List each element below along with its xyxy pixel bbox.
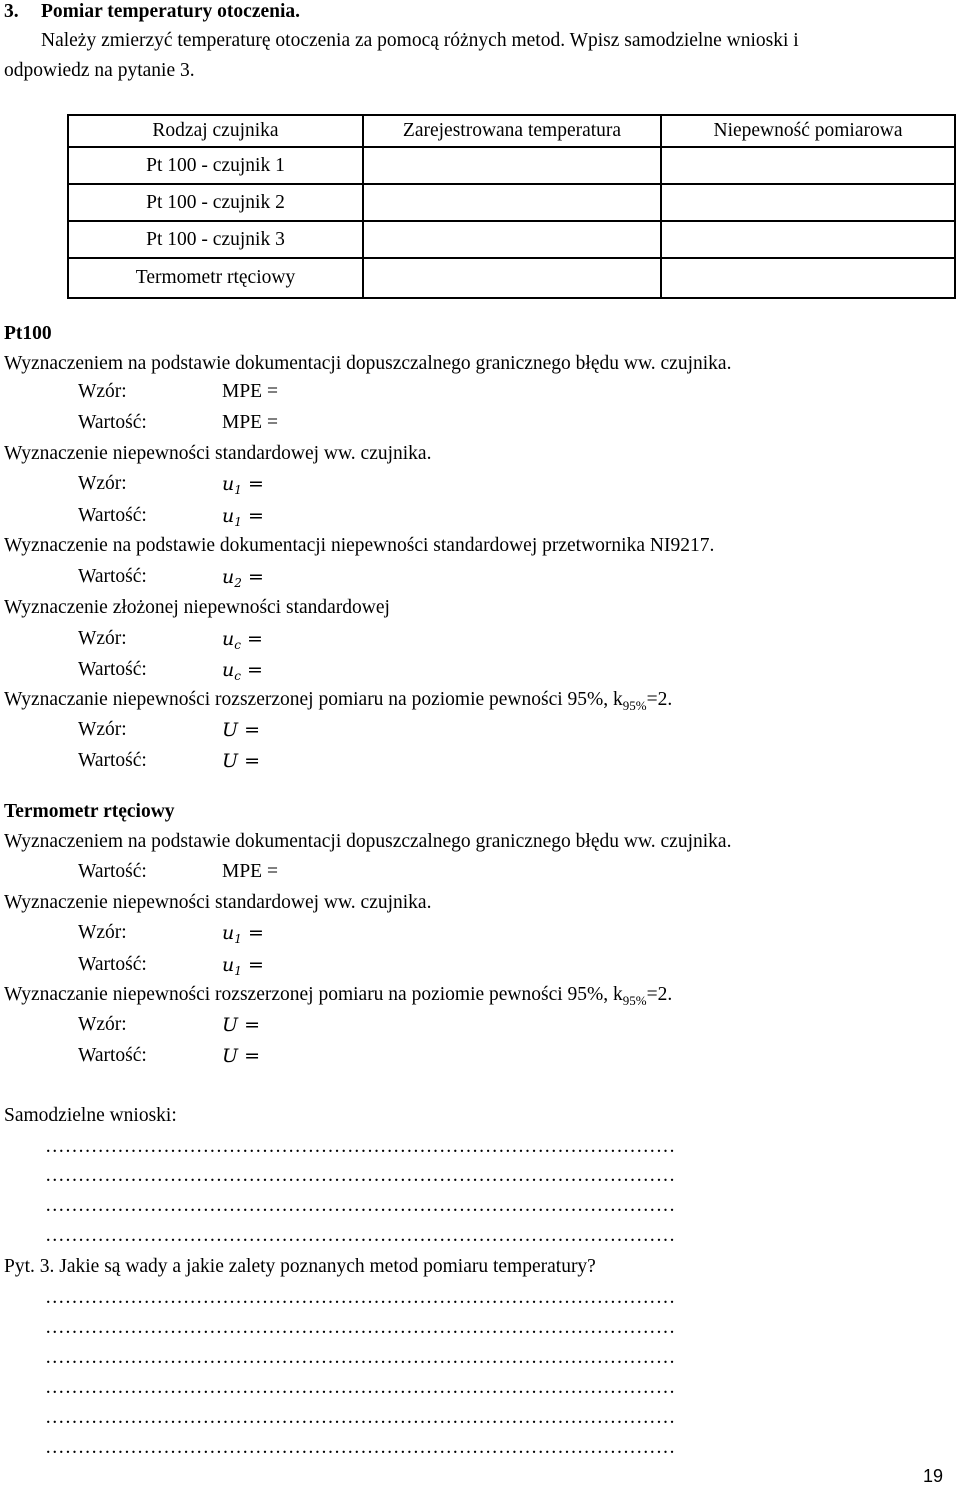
- mercury-U-intro: Wyznaczanie niepewności rozszerzonej pomiaru na poziomie pewności 95%, $k_{95\%}=2$.: [4, 984, 673, 1008]
- table-row: [68, 221, 955, 258]
- pt100-U-value-label: Wartość:: [78, 750, 147, 771]
- temperature-cell[interactable]: [363, 258, 661, 298]
- pt100-mpe-formula: MPE =: [222, 381, 278, 402]
- conclusions-line-4[interactable]: ……………………………………………………………………………………: [45, 1225, 676, 1246]
- section-number: 3.: [4, 1, 19, 22]
- header-uncertainty: Niepewność pomiarowa: [661, 115, 955, 147]
- pt100-U-formula: U =: [222, 719, 260, 741]
- mercury-mpe-value: MPE =: [222, 861, 278, 882]
- header-recorded-temperature: Zarejestrowana temperatura: [363, 115, 661, 147]
- pt100-mpe-intro: Wyznaczeniem na podstawie dokumentacji dopuszczalnego granicznego błędu ww. czujnika.: [4, 353, 732, 374]
- table-row: [68, 258, 955, 298]
- section-intro-line-1: Należy zmierzyć temperaturę otoczenia za pomocą różnych metod. Wpisz samodzielne wnioski i: [41, 30, 799, 51]
- pt100-u2-value: $u_2$ =: [222, 566, 264, 590]
- answer-line-4[interactable]: ……………………………………………………………………………………: [45, 1377, 676, 1398]
- header-sensor-type: Rodzaj czujnika: [68, 115, 363, 147]
- question-text: Pyt. 3. Jakie są wady a jakie zalety poznanych metod pomiaru temperatury?: [4, 1256, 596, 1277]
- pt100-uc-intro: Wyznaczenie złożonej niepewności standardowej: [4, 597, 390, 618]
- uncertainty-cell[interactable]: [661, 147, 955, 184]
- pt100-U-formula-label: Wzór:: [78, 719, 127, 740]
- mercury-u1-value: $u_1$ =: [222, 954, 264, 978]
- mercury-U-formula: U =: [222, 1014, 260, 1036]
- sensor-table: [67, 114, 956, 299]
- temperature-cell[interactable]: [363, 221, 661, 258]
- answer-line-2[interactable]: ……………………………………………………………………………………: [45, 1317, 676, 1338]
- conclusions-label: Samodzielne wnioski:: [4, 1105, 177, 1126]
- uncertainty-cell[interactable]: [661, 258, 955, 298]
- mercury-heading: Termometr rtęciowy: [4, 801, 175, 822]
- answer-line-3[interactable]: ……………………………………………………………………………………: [45, 1347, 676, 1368]
- answer-line-6[interactable]: ……………………………………………………………………………………: [45, 1437, 676, 1458]
- conclusions-line-3[interactable]: ……………………………………………………………………………………: [45, 1195, 676, 1216]
- mercury-mpe-intro: Wyznaczeniem na podstawie dokumentacji dopuszczalnego granicznego błędu ww. czujnika.: [4, 831, 732, 852]
- mercury-u1-formula-label: Wzór:: [78, 922, 127, 943]
- uncertainty-cell[interactable]: [661, 221, 955, 258]
- temperature-cell[interactable]: [363, 147, 661, 184]
- pt100-uc-value: $u_c$ =: [222, 659, 263, 683]
- pt100-uc-formula-label: Wzór:: [78, 628, 127, 649]
- table-row: [68, 184, 955, 221]
- pt100-u2-intro: Wyznaczenie na podstawie dokumentacji niepewności standardowej przetwornika NI9217.: [4, 535, 715, 556]
- pt100-U-intro: Wyznaczanie niepewności rozszerzonej pomiaru na poziomie pewności 95%, $k_{95\%}=2$.: [4, 689, 673, 713]
- pt100-u1-intro: Wyznaczenie niepewności standardowej ww. czujnika.: [4, 443, 432, 464]
- pt100-u2-value-label: Wartość:: [78, 566, 147, 587]
- section-title: Pomiar temperatury otoczenia.: [41, 1, 301, 22]
- pt100-U-value: U =: [222, 750, 260, 772]
- mercury-u1-intro: Wyznaczenie niepewności standardowej ww. czujnika.: [4, 892, 432, 913]
- table-header-row: [68, 115, 955, 147]
- mercury-U-formula-label: Wzór:: [78, 1014, 127, 1035]
- pt100-heading: Pt100: [4, 323, 52, 344]
- conclusions-line-1[interactable]: ……………………………………………………………………………………: [45, 1136, 676, 1157]
- section-intro-line-2: odpowiedz na pytanie 3.: [4, 60, 195, 81]
- sensor-name-cell: Pt 100 - czujnik 1: [68, 147, 363, 184]
- mercury-u1-formula: $u_1$ =: [222, 922, 264, 946]
- pt100-uc-value-label: Wartość:: [78, 659, 147, 680]
- mercury-u1-value-label: Wartość:: [78, 954, 147, 975]
- pt100-mpe-formula-label: Wzór:: [78, 381, 127, 402]
- mercury-U-value-label: Wartość:: [78, 1045, 147, 1066]
- conclusions-line-2[interactable]: ……………………………………………………………………………………: [45, 1165, 676, 1186]
- table-row: [68, 147, 955, 184]
- sensor-name-cell: Pt 100 - czujnik 3: [68, 221, 363, 258]
- pt100-u1-value: $u_1$ =: [222, 505, 264, 529]
- mercury-U-value: U =: [222, 1045, 260, 1067]
- uncertainty-cell[interactable]: [661, 184, 955, 221]
- mercury-mpe-value-label: Wartość:: [78, 861, 147, 882]
- page-number: 19: [922, 1466, 943, 1486]
- temperature-cell[interactable]: [363, 184, 661, 221]
- pt100-mpe-value-label: Wartość:: [78, 412, 147, 433]
- sensor-name-cell: Pt 100 - czujnik 2: [68, 184, 363, 221]
- pt100-mpe-value: MPE =: [222, 412, 278, 433]
- pt100-uc-formula: $u_c$ =: [222, 628, 263, 652]
- pt100-u1-value-label: Wartość:: [78, 505, 147, 526]
- sensor-name-cell: Termometr rtęciowy: [68, 258, 363, 298]
- answer-line-5[interactable]: ……………………………………………………………………………………: [45, 1407, 676, 1428]
- answer-line-1[interactable]: ……………………………………………………………………………………: [45, 1287, 676, 1308]
- pt100-u1-formula: $u_1$ =: [222, 473, 264, 497]
- pt100-u1-formula-label: Wzór:: [78, 473, 127, 494]
